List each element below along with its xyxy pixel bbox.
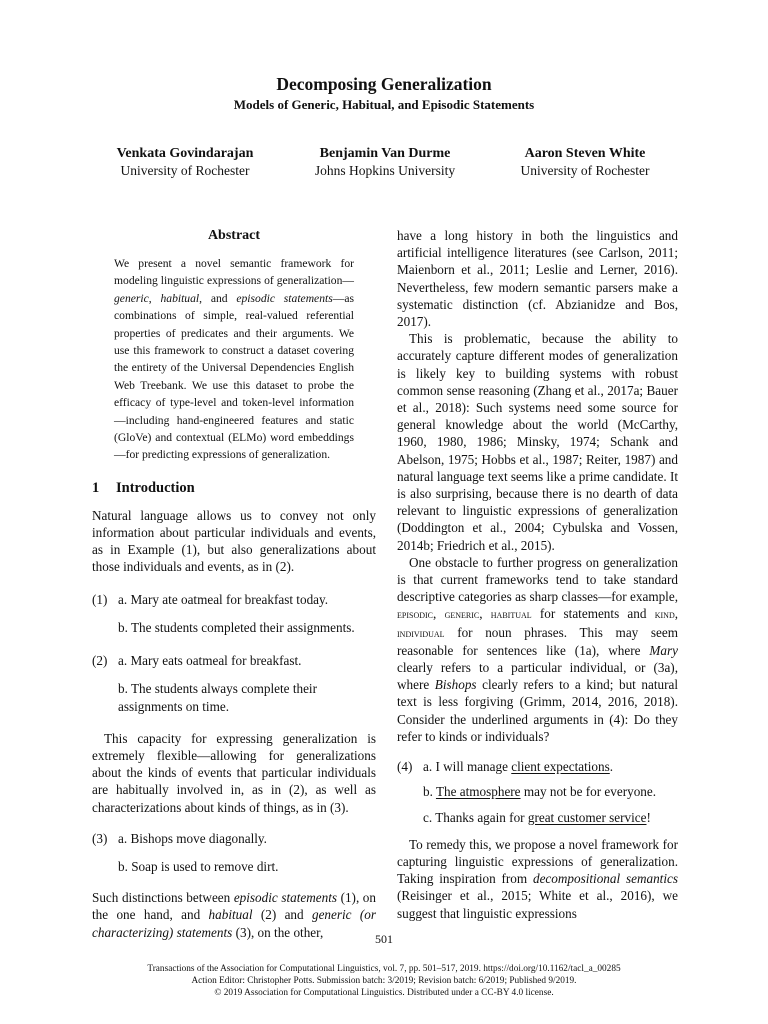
paper-subtitle: Models of Generic, Habitual, and Episodic Statements [233,97,535,112]
intro-paragraph-2: This capacity for expressing generalization is extremely flexible—allowing for generalizations about the kinds of events that particular individuals are habitually involved in, as in (2), as well as characterizations about kinds of things, as in (3). [92,730,376,815]
example-1: (1) a. Mary ate oatmeal for breakfast today. b. The students completed their assignments. [92,591,355,635]
author-name: Aaron Steven White [524,146,646,161]
footer-editor: Action Editor: Christopher Potts. Submission batch: 3/2019; Revision batch: 6/2019; Published 9/2019. [191,976,577,986]
author-1 [92,146,278,179]
example-3: (3) a. Bishops move diagonally. b. Soap is used to remove dirt. [92,830,279,874]
example-2: (2) a. Mary eats oatmeal for breakfast. b. The students always complete their assignments on time. [92,653,317,714]
example-4: (4) a. I will manage client expectations. b. The atmosphere may not be for everyone. c. Thanks again for great customer service! [397,759,657,825]
paragraph-continuation: have a long history in both the linguistics and artificial intelligence literatures (see Carlson, 2011; Maienborn et al., 2011; Leslie and Lerner, 2016). Nevertheless, few modern semantic parsers make a systematic distinction (cf. Abzianidze and Bos, 2017). [397,228,678,330]
abstract-heading: Abstract [207,228,261,243]
paragraph-remedy: To remedy this, we propose a novel framework for capturing linguistic expressions of generalization. Taking inspiration from decompositional semantics (Reisinger et al., 2015; White et al., 2016), we suggest that linguistic expressions [397,836,678,921]
intro-paragraph-1: Natural language allows us to convey not only information about particular individuals and events, as in Example (1), but also generalizations about those individuals and events, as in (2). [92,507,376,575]
footer-citation: Transactions of the Association for Computational Linguistics, vol. 7, pp. 501–517, 2019. https://doi.org/10.1162/tacl_a_00285 [147,964,621,974]
author-affiliation: University of Rochester [120,163,250,178]
author-2 [290,146,480,179]
abstract-body: We present a novel semantic framework for modeling linguistic expressions of generalization—generic, habitual, and episodic statements—as combinations of simple, real-valued referential properties of predicates and their arguments. We use this framework to construct a dataset covering the entirety of the Universal Dependencies English Web Treebank. We use this dataset to probe the efficacy of type-level and token-level information—including hand-engineered features and static (GloVe) and contextual (ELMo) word embeddings—for predicting expressions of generalization. [114,257,355,462]
author-affiliation: Johns Hopkins University [314,163,456,178]
page-number: 501 [375,932,393,946]
intro-paragraph-3: Such distinctions between episodic statements (1), on the one hand, and habitual (2) and generic (or characterizing) statements (3), on the other, [92,890,376,940]
author-name: Benjamin Van Durme [319,146,451,161]
author-3 [492,146,678,179]
footer-license: © 2019 Association for Computational Linguistics. Distributed under a CC-BY 4.0 license. [214,988,554,998]
paragraph-problem: This is problematic, because the ability to accurately capture different modes of generalization is likely key to building systems with robust common sense reasoning (Zhang et al., 2017a; Bauer et al., 2018): Such systems need some source for general knowledge about the world (McCarthy, 1960, 1980, 1986; Minsky, 1974; Schank and Abelson, 1975; Hobbs et al., 1987; Reiter, 1987) and natural language text seems like a prime candidate. It is also surprising, because there is no dearth of data relevant to linguistic expressions of generalization (Doddington et al., 2004; Cybulska and Vossen, 2014b; Friedrich et al., 2015). [397,331,678,553]
left-column [92,228,376,941]
paper-title: Decomposing Generalization [276,74,492,94]
section-heading-introduction: 1 Introduction [92,479,195,496]
right-column [397,227,678,922]
author-name: Venkata Govindarajan [116,146,254,161]
paragraph-obstacle: One obstacle to further progress on generalization is that current frameworks tend to take standard descriptive categories as sharp classes—for example, episodic, generic, habitual for statements and kind, individual for noun phrases. This may seem reasonable for sentences like (1a), where Mary clearly refers to a particular individual, or (3a), where Bishops clearly refers to a kind; but natural text is less forgiving (Grimm, 2014, 2016, 2018). Consider the underlined arguments in (4): Do they refer to kinds or individuals? [397,554,679,744]
author-affiliation: University of Rochester [520,163,650,178]
